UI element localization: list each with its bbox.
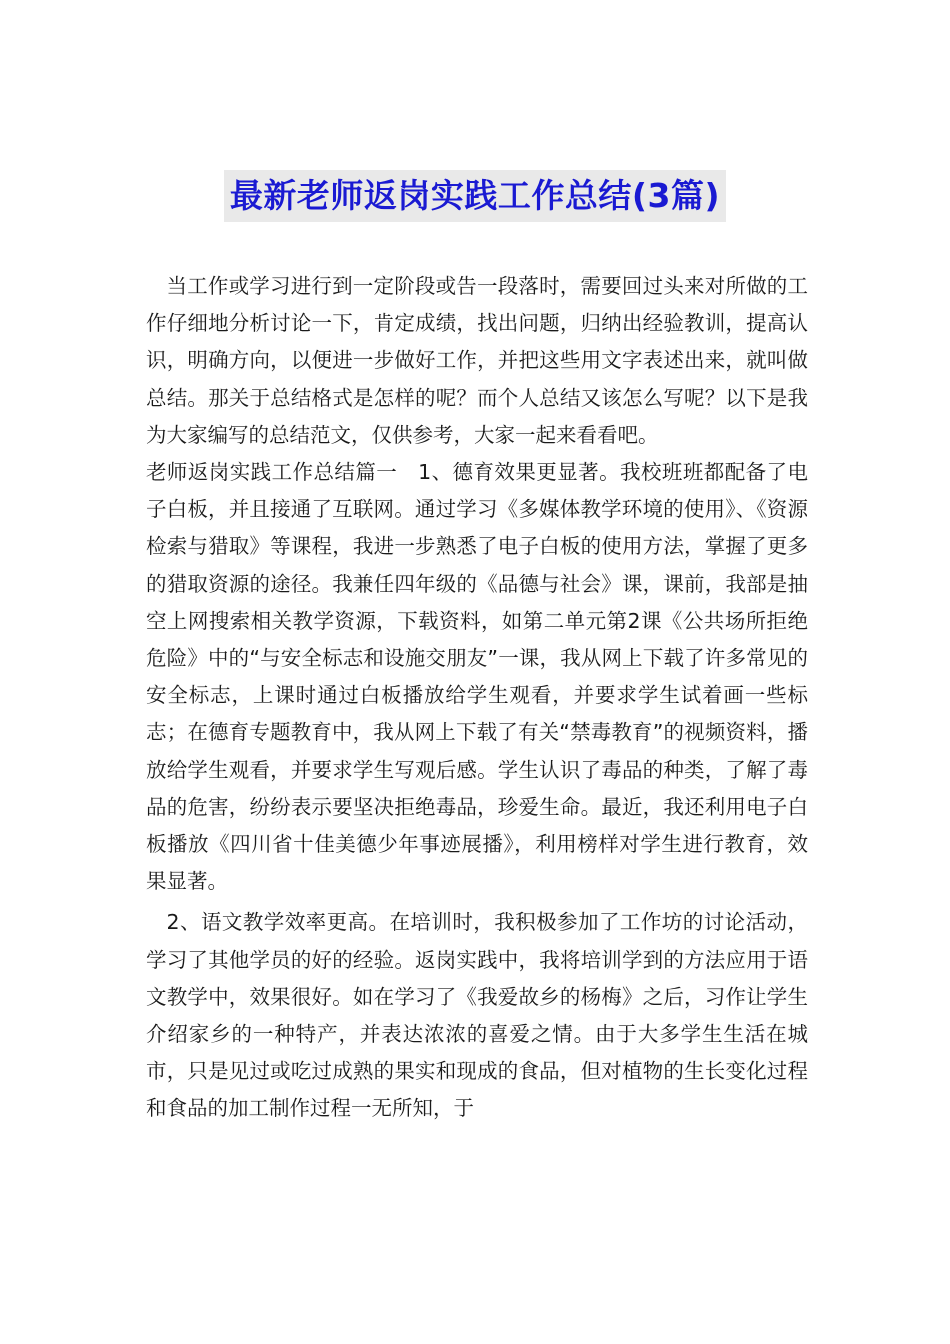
document-body [146,268,808,1128]
section-one-paragraph: 老师返岗实践工作总结篇一 1、德育效果更显著。我校班班都配备了电子白板，并且接通了互联网。通过学习《多媒体教学环境的使用》、《资源检索与猎取》等课程，我进一步熟悉了电子白板的使用方法，掌握了更多的猎取资源的途径。我兼任四年级的《品德与社会》课，课前，我部是抽空上网搜索相关教学资源，下载资料，如第二单元第2课《公共场所拒绝危险》中的“与安全标志和设施交朋友”一课，我从网上下载了许多常见的安全标志，上课时通过白板播放给学生观看，并要求学生试着画一些标志；在德育专题教育中，我从网上下载了有关“禁毒教育”的视频资料，播放给学生观看，并要求学生写观后感。学生认识了毒品的种类，了解了毒品的危害，纷纷表示要坚决拒绝毒品，珍爱生命。最近，我还利用电子白板播放《四川省十佳美德少年事迹展播》，利用榜样对学生进行教育，效果显著。 [146,460,808,894]
section-one-point-two-paragraph: 2、语文教学效率更高。在培训时，我积极参加了工作坊的讨论活动，学习了其他学员的好的经验。返岗实践中，我将培训学到的方法应用于语文教学中，效果很好。如在学习了《我爱故乡的杨梅》之后，习作让学生介绍家乡的一种特产，并表达浓浓的喜爱之情。由于大多学生生活在城市，只是见过或吃过成熟的果实和现成的食品，但对植物的生长变化过程和食品的加工制作过程一无所知，于 [146,910,808,1121]
document-title: 最新老师返岗实践工作总结(3篇) [224,170,726,222]
title-container [0,170,950,222]
intro-paragraph: 当工作或学习进行到一定阶段或告一段落时，需要回过头来对所做的工作仔细地分析讨论一下，肯定成绩，找出问题，归纳出经验教训，提高认识，明确方向，以便进一步做好工作，并把这些用文字表述出来，就叫做总结。那关于总结格式是怎样的呢？而个人总结又该怎么写呢？以下是我为大家编写的总结范文，仅供参考，大家一起来看看吧。 [146,274,808,447]
